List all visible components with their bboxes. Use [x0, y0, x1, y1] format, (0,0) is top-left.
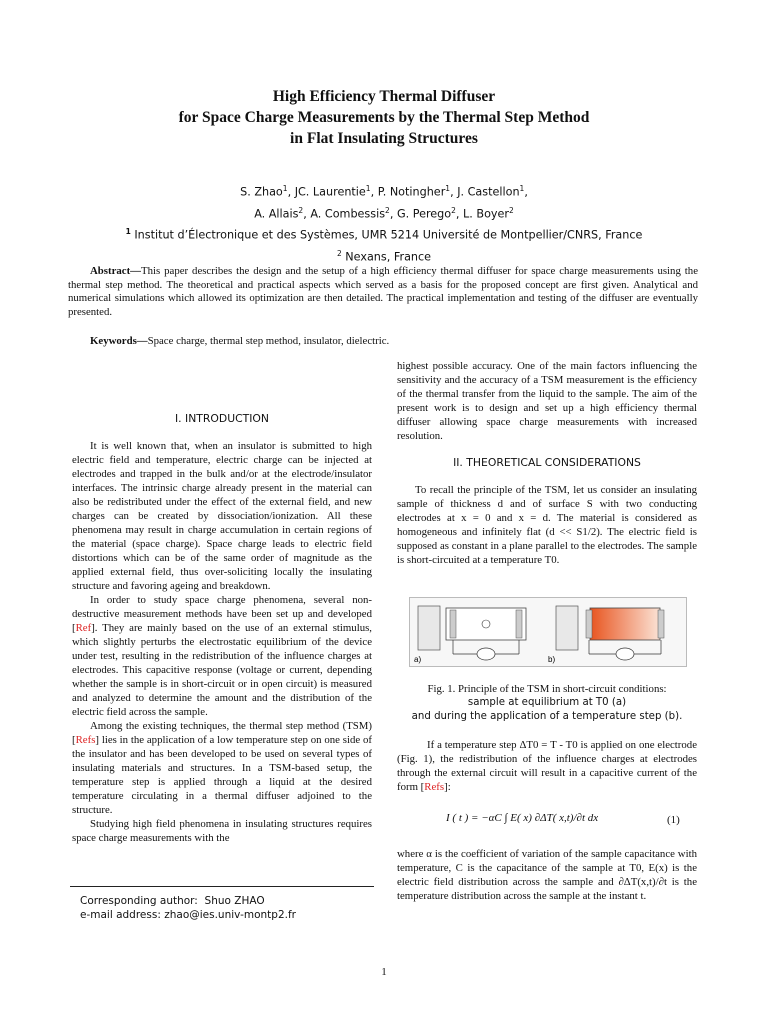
- figure-1-caption: Fig. 1. Principle of the TSM in short-circuit conditions: sample at equilibrium at T0 (a) and during the application of a temperature step (b).: [411, 683, 683, 722]
- footnote-rule: [70, 886, 374, 887]
- theory-heading: II. THEORETICAL CONSIDERATIONS: [453, 456, 641, 469]
- affiliation-2: $^2$ Nexans, France: [336, 249, 432, 264]
- keywords-label: Keywords—: [90, 335, 148, 347]
- author-block: [60, 180, 708, 267]
- abstract-label: Abstract—: [90, 265, 141, 277]
- right-column: [397, 359, 697, 567]
- panel-b-label: b): [548, 655, 556, 664]
- theory-paragraph-3: where α is the coefficient of variation of the sample capacitance with temperature, C is the capacitance of the sample at T0, E(x) is the electric field distribution across the sample and ∂ΔT(x,t)/∂t is the temperature distribution across the sample at the instant t.: [397, 848, 697, 902]
- abstract-text: This paper describes the design and the setup of a high efficiency thermal diffuser for space charge measurements using the thermal step method. The theoretical and practical aspects which served as a basis for the proposed concept are first given. Analytical and numerical simulations which allowed its optimization are then detailed. The practical implementation and testing of the diffuser are eventually presented.: [68, 265, 698, 318]
- intro-paragraph-1: It is well known that, when an insulator is submitted to high electric field and temperature, electric charge can be injected at electrodes and trapped in the bulk and/or at the electrode/insulator interfaces. The intrinsic charge already present in the material can also be redistributed under the effect of the external field, and new charges can be created by dissociation/ionization. All these phenomena may result in charge accumulation in certain regions of the material (space charge). Space charge leads to electric field distortions which can be of the same order of magnitude as the applied external field, thus over-soliciting locally the insulating structure and favoring ageing and breakdown.: [72, 440, 372, 592]
- reference-link[interactable]: Refs: [75, 734, 96, 746]
- keywords: [68, 335, 698, 347]
- author-line-1: S. Zhao$^1$, JC. Laurentie$^1$, P. Notingher$^1$, J. Castellon$^1$,: [240, 184, 528, 199]
- theory-paragraph-2: If a temperature step ΔT0 = T - T0 is applied on one electrode (Fig. 1), the redistribution of the influence charges at electrodes through the external circuit will result in a capacitive current of the form [Refs]:: [397, 739, 697, 793]
- continued-paragraph: highest possible accuracy. One of the main factors influencing the sensitivity and the accuracy of a TSM measurement is the efficiency of the thermal transfer from the liquid to the sample. The aim of the present work is to design and set up a high efficiency thermal diffuser allowing space charge measurements with increased resolution.: [397, 360, 697, 442]
- intro-paragraph-2: In order to study space charge phenomena, several non-destructive measurement methods have been set up and developed [Ref]. They are mainly based on the use of an external stimulus, which slightly perturbs the electrostatic equilibrium of the device under test, resulting in the redistribution of the influence charges at electrodes. This capacitive response (voltage or current, depending whether the sample is in short-circuit or in open circuit) is measured and analyzed to determine the amount and the distribution of the electric field across the sample.: [72, 594, 372, 718]
- figure-1-diagram: [410, 598, 686, 666]
- reference-link[interactable]: Refs: [424, 781, 445, 793]
- email-link[interactable]: zhao@ies.univ-montp2.fr: [164, 909, 296, 921]
- reference-link[interactable]: Ref: [75, 622, 92, 634]
- equation-1: I ( t ) = −αC ∫ E( x) ∂ΔT( x,t)/∂t dx: [446, 812, 599, 824]
- panel-a-label: a): [414, 655, 422, 664]
- title-line-1: High Efficiency Thermal Diffuser: [272, 88, 496, 105]
- page-number: 1: [381, 966, 387, 978]
- corresponding-author: Corresponding author: Shuo ZHAO: [80, 895, 265, 907]
- theory-paragraph-1: To recall the principle of the TSM, let us consider an insulating sample of thickness d and of surface S with two conducting electrodes at x = 0 and x = d. The material is considered as homogeneous and infinitely flat (d << S1/2). The electric field is supposed as constant in a plane parallel to the electrodes. The sample is short-circuited at a temperature T0.: [397, 484, 697, 566]
- introduction-heading: I. INTRODUCTION: [174, 412, 269, 425]
- abstract: [68, 265, 698, 319]
- paper-title: [60, 86, 708, 149]
- intro-paragraph-3: Among the existing techniques, the thermal step method (TSM) [Refs] lies in the application of a low temperature step on one side of the insulator and has been developed to be used on several types of insulating materials and structures. In a TSM-based setup, the temperature step is applied through a liquid at the desired temperature circulating in a thermal diffuser adjoined to the structure.: [72, 720, 372, 816]
- intro-paragraph-4: Studying high field phenomena in insulating structures requires space charge measurements with the: [72, 818, 372, 844]
- author-line-2: A. Allais$^2$, A. Combessis$^2$, G. Perego$^2$, L. Boyer$^2$: [254, 205, 514, 221]
- title-line-3: in Flat Insulating Structures: [290, 130, 478, 147]
- keywords-text: Space charge, thermal step method, insulator, dielectric.: [147, 335, 390, 347]
- figure-1: [409, 597, 687, 667]
- affiliation-1: $^1$ Institut d’Électronique et des Systèmes, UMR 5214 Université de Montpellier/CNRS, France: [125, 227, 643, 243]
- title-line-2: for Space Charge Measurements by the Thermal Step Method: [178, 109, 590, 126]
- email-address: e-mail address: zhao@ies.univ-montp2.fr: [80, 909, 296, 921]
- equation-1-number: (1): [667, 814, 680, 826]
- left-column: [72, 412, 372, 845]
